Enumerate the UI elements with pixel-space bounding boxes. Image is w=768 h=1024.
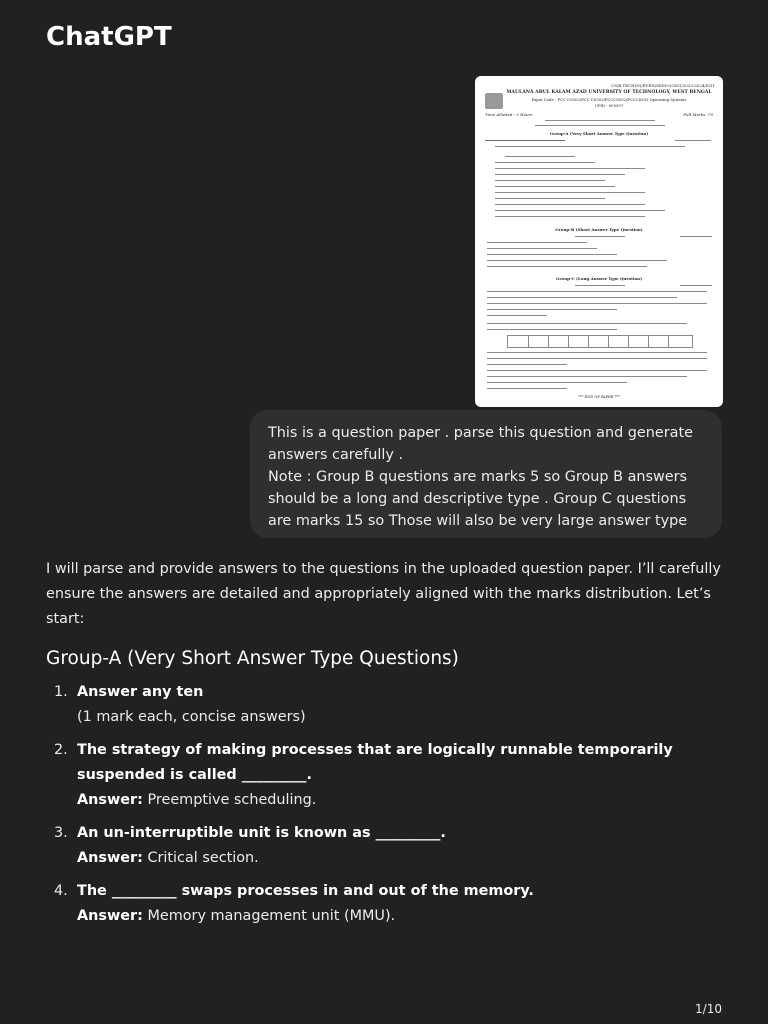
item-number: 1.	[54, 684, 68, 700]
user-message-line: should be a long and descriptive type . Group C questions	[268, 491, 687, 507]
answer-list	[46, 680, 726, 929]
app-title: ChatGPT	[46, 22, 172, 52]
user-message-line: are marks 15 so Those will also be very large answer type	[268, 513, 688, 529]
user-message-bubble	[250, 410, 722, 538]
answer-label: Answer:	[77, 792, 143, 808]
paper-code: Paper Code : PCC-CS502/PCC-CS502/PCCCS502/PCCCS502 Operating Systems	[531, 97, 687, 102]
question-text: The strategy of making processes that are logically runnable temporarily suspended is called _________.	[77, 742, 673, 783]
item-detail: (1 mark each, concise answers)	[77, 709, 306, 725]
answer-label: Answer:	[77, 908, 143, 924]
user-message-line: This is a question paper . parse this question and generate	[268, 425, 693, 441]
page-counter: 1/10	[695, 1002, 722, 1016]
answer-text: Critical section.	[147, 850, 259, 866]
question-text: The _________ swaps processes in and out of the memory.	[77, 883, 534, 899]
item-number: 2.	[54, 742, 68, 758]
answer-text: Memory management unit (MMU).	[147, 908, 396, 924]
list-item	[46, 879, 726, 929]
item-number: 4.	[54, 883, 68, 899]
question-paper-image[interactable]	[475, 76, 723, 407]
assistant-intro: I will parse and provide answers to the questions in the uploaded question paper. I’ll carefully ensure the answers are detailed and appropriately aligned with the marks distribution. Let’s start:	[46, 561, 721, 627]
paper-upid: UPID : 005597	[594, 103, 624, 108]
list-item	[46, 738, 726, 813]
list-item	[46, 821, 726, 871]
paper-group-b: Group-B (Short Answer Type Question)	[555, 227, 643, 232]
item-number: 3.	[54, 825, 68, 841]
answer-label: Answer:	[77, 850, 143, 866]
paper-university: MAULANA ABUL KALAM AZAD UNIVERSITY OF TECHNOLOGY, WEST BENGAL	[506, 90, 712, 95]
paper-full-marks: Full Marks :70	[683, 112, 713, 117]
question-text: Answer any ten	[77, 684, 204, 700]
list-item	[46, 680, 726, 730]
answer-text: Preemptive scheduling.	[147, 792, 317, 808]
question-text: An un-interruptible unit is known as _________.	[77, 825, 446, 841]
user-message-line: Note : Group B questions are marks 5 so Group B answers	[268, 469, 688, 485]
paper-time: Time Allotted : 3 Hours	[485, 112, 533, 117]
paper-group-a: Group-A (Very Short Answer Type Question)	[549, 131, 649, 136]
paper-group-c: Group-C (Long Answer Type Question)	[556, 276, 642, 281]
user-message-line: answers carefully .	[268, 447, 404, 463]
paper-header-code: CS/B.TECH(N)/EVEN/SEM-5/5581/2023-2024/I011	[611, 83, 715, 88]
assistant-message	[46, 557, 726, 937]
paper-end: *** END OF PAPER ***	[578, 395, 620, 399]
question-paper-thumbnail	[475, 76, 723, 407]
section-heading: Group-A (Very Short Answer Type Questions)	[46, 648, 459, 669]
